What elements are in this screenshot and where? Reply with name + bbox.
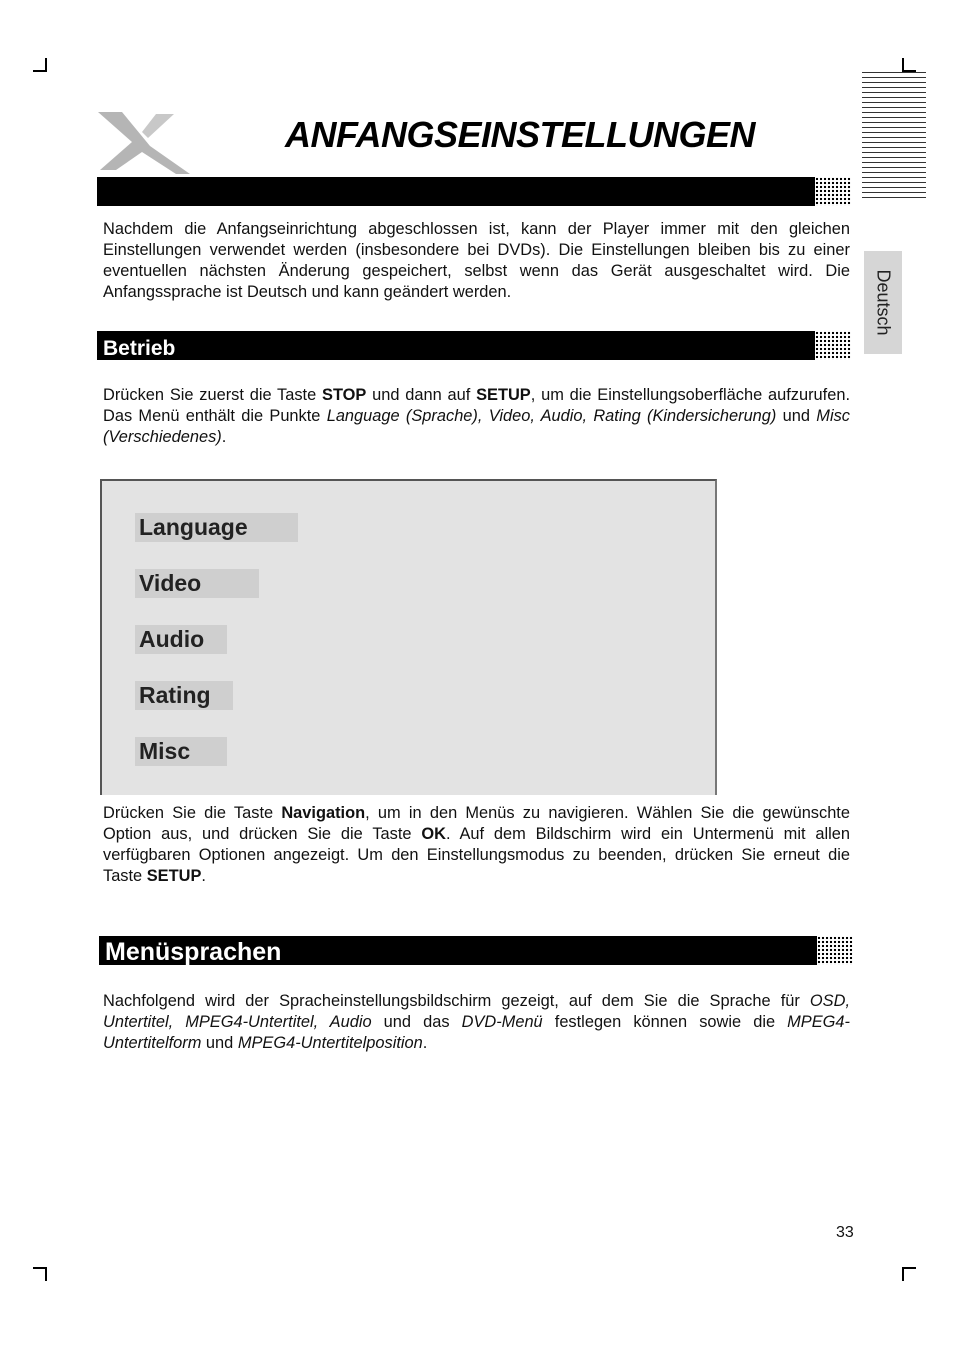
section-heading-betrieb	[97, 331, 851, 360]
menu-item-misc: Misc	[135, 737, 227, 766]
section-heading-menusprachen	[99, 936, 853, 965]
menu-item-language: Language	[135, 513, 298, 542]
menu-item-rating: Rating	[135, 681, 233, 710]
betrieb-paragraph-1: Drücken Sie zuerst die Taste STOP und dann auf SETUP, um die Einstellungsoberfläche aufzurufen. Das Menü enthält die Punkte Language (Sprache), Video, Audio, Rating (Kindersicherung) und Misc (Verschiedenes).	[103, 386, 851, 446]
x-logo-icon	[96, 108, 194, 178]
menusprachen-paragraph: Nachfolgend wird der Spracheinstellungsbildschirm gezeigt, auf dem Sie die Sprache für OSD, Untertitel, MPEG4-Untertitel, Audio und das DVD-Menü festlegen können sowie die MPEG4-Untertitelform und MPEG4-Untertitelposition.	[103, 992, 850, 1052]
menu-item-audio: Audio	[135, 625, 227, 654]
page-title: ANFANGSEINSTELLUNGEN	[285, 114, 756, 155]
crop-mark-bottom-right	[902, 1267, 916, 1281]
language-side-tab	[864, 251, 902, 354]
halftone-dots	[817, 936, 853, 965]
page-number: 33	[836, 1224, 854, 1241]
menu-item-video: Video	[135, 569, 259, 598]
crop-mark-bottom-left	[33, 1267, 47, 1281]
crop-mark-top-right	[902, 58, 916, 72]
intro-paragraph: Nachdem die Anfangseinrichtung abgeschlossen ist, kann der Player immer mit den gleichen Einstellungen verwendet werden (insbesondere bei DVDs). Die Einstellungen bleiben bis zu einer eventuellen nächsten Änderung gespeichert, selbst wenn das Gerät ausgeschaltet wird. Die Anfangssprache ist Deutsch und kann geändert werden.	[103, 220, 850, 301]
language-side-tab-label: Deutsch	[873, 269, 894, 336]
halftone-dots	[815, 177, 851, 206]
betrieb-paragraph-2: Drücken Sie die Taste Navigation, um in den Menüs zu navigieren. Wählen Sie die gewünschte Option aus, und drücken Sie die Taste OK. Auf dem Bildschirm wird ein Untermenü mit allen verfügbaren Optionen angezeigt. Um den Einstellungsmodus zu beenden, drücken Sie erneut die Taste SETUP.	[103, 804, 850, 885]
section-heading-menusprachen-label: Menüsprachen	[105, 938, 282, 966]
title-rule-bar	[97, 177, 851, 206]
crop-mark-top-left	[33, 58, 47, 72]
halftone-dots	[815, 331, 851, 360]
section-heading-betrieb-label: Betrieb	[103, 337, 176, 360]
setup-menu-screenshot	[100, 479, 717, 795]
side-stripe-decoration	[862, 72, 926, 200]
